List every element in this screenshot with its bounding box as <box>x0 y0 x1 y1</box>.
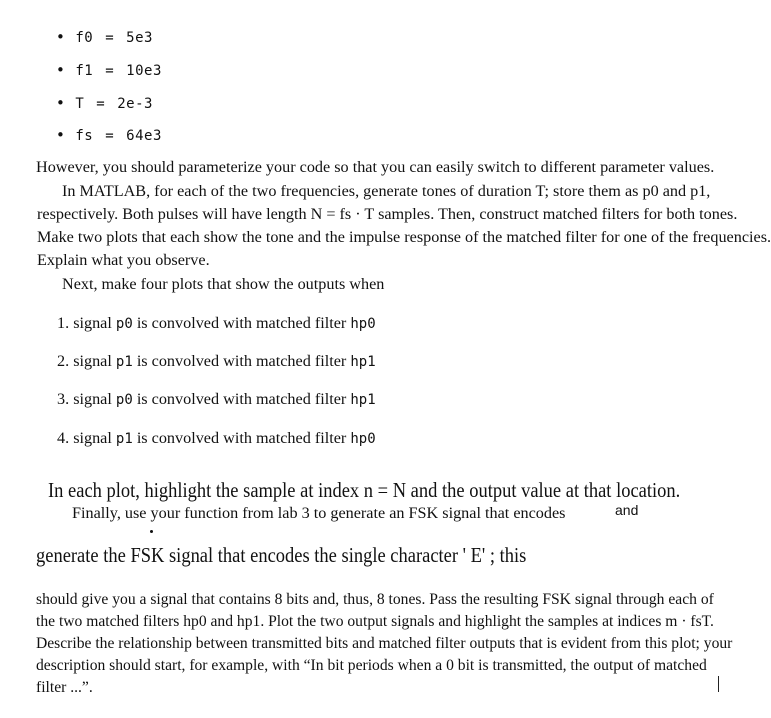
list-item <box>57 352 376 371</box>
paragraph-line: In MATLAB, for each of the two frequencies, generate tones of duration T; store them as p0 and p1, <box>62 182 711 200</box>
param-op: = <box>96 96 106 112</box>
list-text: is convolved with matched filter <box>136 390 347 408</box>
list-item <box>57 314 376 333</box>
signal-name: p1 <box>115 431 133 447</box>
param-name: f0 <box>75 30 94 46</box>
param-item <box>56 28 153 47</box>
dot-mark <box>150 530 153 533</box>
list-number: 3. <box>57 390 70 408</box>
clipped-text-line <box>36 158 715 176</box>
list-item <box>57 390 376 409</box>
param-item <box>56 94 153 113</box>
highlight-sentence: generate the FSK signal that encodes the single character ' E' ; this <box>36 543 527 567</box>
signal-name: p1 <box>115 354 133 370</box>
param-item <box>56 61 162 80</box>
filter-name: hp0 <box>350 316 376 332</box>
filter-name: hp0 <box>350 431 376 447</box>
bullet-icon: • <box>56 94 66 112</box>
param-name: f1 <box>75 63 94 79</box>
param-item <box>56 126 162 145</box>
list-number: 4. <box>57 429 70 447</box>
text-cursor <box>718 676 719 692</box>
paragraph-line: should give you a signal that contains 8 bits and, thus, 8 tones. Pass the resulting FSK signal through each of <box>36 591 714 608</box>
filter-name: hp1 <box>350 392 376 408</box>
param-value: 5e3 <box>126 30 153 46</box>
paragraph-line: respectively. Both pulses will have length N = fs · T samples. Then, construct matched filters for both tones. <box>37 205 738 223</box>
list-text: signal <box>73 314 112 332</box>
param-value: 2e-3 <box>117 96 153 112</box>
list-text: is convolved with matched filter <box>136 314 347 332</box>
list-text: is convolved with matched filter <box>136 352 347 370</box>
list-text: signal <box>73 429 112 447</box>
param-name: fs <box>75 128 94 144</box>
list-item <box>57 429 376 448</box>
clipped-text: Finally, use your function from lab 3 to generate an FSK signal that encodes <box>72 504 566 522</box>
list-number: 2. <box>57 352 70 370</box>
signal-name: p0 <box>115 316 133 332</box>
paragraph-line: description should start, for example, with “In bit periods when a 0 bit is transmitted, the output of matched <box>36 657 707 674</box>
and-word: and <box>615 502 639 518</box>
paragraph-line: filter ...”. <box>36 679 93 696</box>
param-op: = <box>105 128 115 144</box>
paragraph-line: Explain what you observe. <box>37 251 210 269</box>
param-value: 10e3 <box>126 63 162 79</box>
param-op: = <box>105 63 115 79</box>
paragraph-line: Make two plots that each show the tone and the impulse response of the matched filter for one of the frequencies. <box>37 228 771 246</box>
paragraph-line: Describe the relationship between transmitted bits and matched filter outputs that is evident from this plot; your <box>36 635 733 652</box>
paragraph-line: the two matched filters hp0 and hp1. Plot the two output signals and highlight the samples at indices m · fsT. <box>36 613 714 630</box>
bullet-icon: • <box>56 126 66 144</box>
param-op: = <box>105 30 115 46</box>
paragraph-next: Next, make four plots that show the outputs when <box>62 275 385 293</box>
highlight-sentence: In each plot, highlight the sample at index n = N and the output value at that location. <box>48 478 681 502</box>
clipped-text: However, you should parameterize your code so that you can easily switch to different parameter values. <box>36 158 715 176</box>
clipped-text-line <box>72 504 592 522</box>
bullet-icon: • <box>56 61 66 79</box>
list-text: signal <box>73 390 112 408</box>
list-number: 1. <box>57 314 70 332</box>
list-text: is convolved with matched filter <box>136 429 347 447</box>
filter-name: hp1 <box>350 354 376 370</box>
param-value: 64e3 <box>126 128 162 144</box>
signal-name: p0 <box>115 392 133 408</box>
bullet-icon: • <box>56 28 66 46</box>
param-name: T <box>75 96 85 112</box>
list-text: signal <box>73 352 112 370</box>
